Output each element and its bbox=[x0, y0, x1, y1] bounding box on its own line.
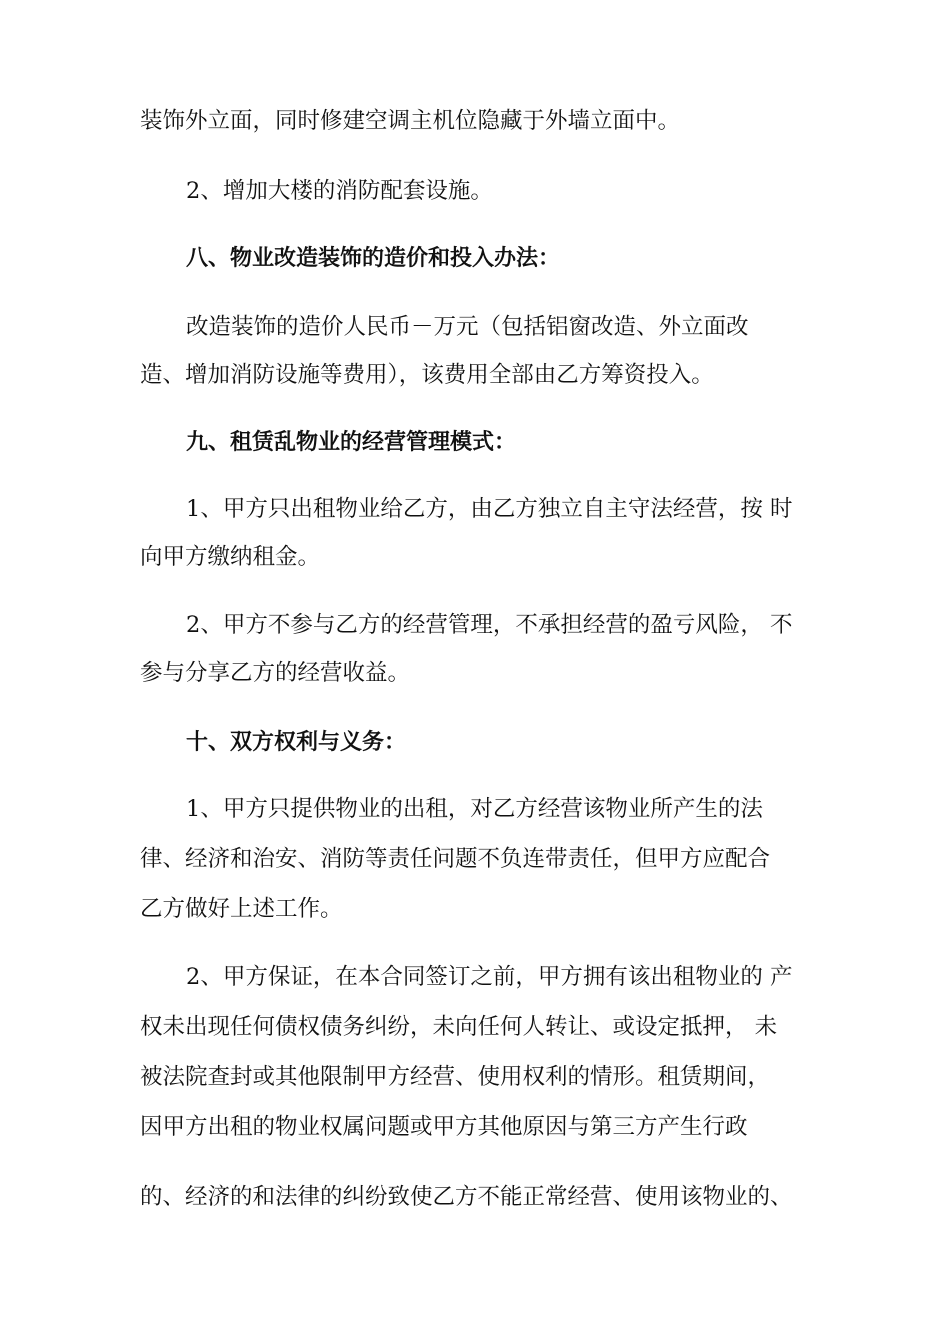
paragraph-line: 权未出现任何债权债务纠纷，未向任何人转让、或设定抵押， 未 bbox=[140, 1014, 778, 1040]
paragraph-line: 因甲方出租的物业权属问题或甲方其他原因与第三方产生行政 bbox=[140, 1114, 748, 1140]
paragraph-line: 造、增加消防设施等费用），该费用全部由乙方筹资投入。 bbox=[140, 362, 714, 388]
paragraph-line: 被法院查封或其他限制甲方经营、使用权利的情形。租赁期间， bbox=[140, 1064, 771, 1090]
list-item-line: 2、甲方不参与乙方的经营管理，不承担经营的盈亏风险， 不 bbox=[186, 612, 793, 638]
paragraph-line: 乙方做好上述工作。 bbox=[140, 896, 343, 922]
list-item-line: 2、甲方保证，在本合同签订之前，甲方拥有该出租物业的 产 bbox=[186, 964, 793, 990]
list-item-line: 1、甲方只出租物业给乙方，由乙方独立自主守法经营，按 时 bbox=[186, 496, 793, 522]
paragraph-line: 的、经济的和法律的纠纷致使乙方不能正常经营、使用该物业的、 bbox=[140, 1184, 793, 1210]
paragraph-line: 参与分享乙方的经营收益。 bbox=[140, 660, 411, 686]
paragraph-line: 改造装饰的造价人民币－万元（包括铝窗改造、外立面改 bbox=[186, 314, 749, 340]
paragraph-line: 装饰外立面，同时修建空调主机位隐藏于外墙立面中。 bbox=[140, 108, 681, 134]
section-heading-9: 九、租赁乱物业的经营管理模式： bbox=[186, 430, 517, 455]
list-item-line: 2、增加大楼的消防配套设施。 bbox=[186, 178, 493, 204]
paragraph-line: 律、经济和治安、消防等责任问题不负连带责任，但甲方应配合 bbox=[140, 846, 771, 872]
paragraph-line: 向甲方缴纳租金。 bbox=[140, 544, 321, 570]
list-item-line: 1、甲方只提供物业的出租，对乙方经营该物业所产生的法 bbox=[186, 796, 763, 822]
section-heading-8: 八、物业改造装饰的造价和投入办法： bbox=[186, 246, 561, 271]
section-heading-10: 十、双方权利与义务： bbox=[186, 730, 407, 755]
